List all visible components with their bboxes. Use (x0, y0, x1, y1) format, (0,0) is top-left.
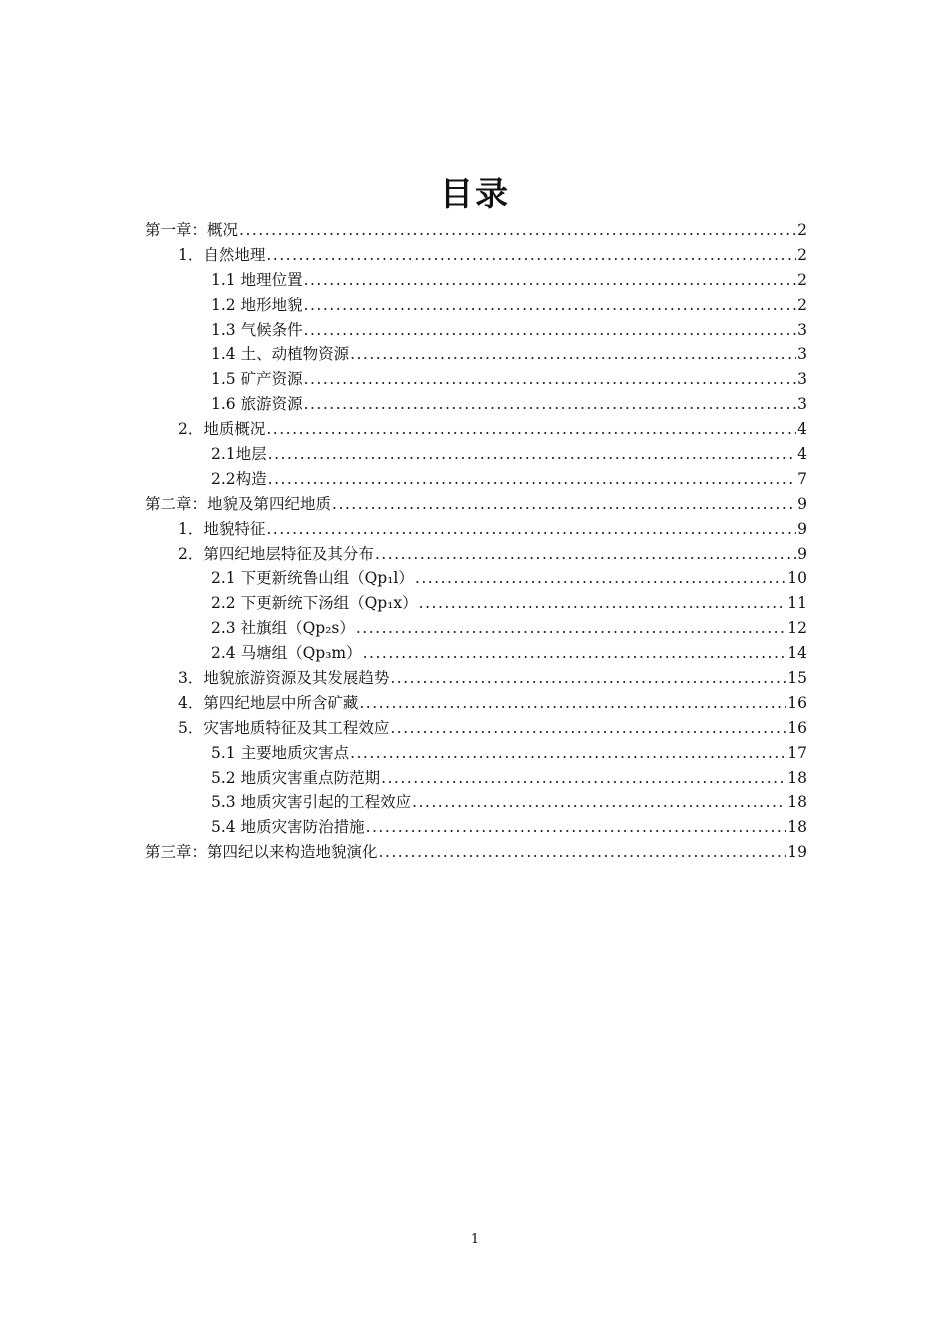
toc-entry[interactable] (145, 815, 807, 840)
toc-leader (375, 545, 796, 563)
toc-leader (266, 420, 796, 438)
toc-entry-label: 1.1 地理位置 (211, 270, 303, 289)
toc-entry-page: 12 (787, 619, 807, 638)
toc-entry-page: 3 (797, 370, 807, 389)
toc-leader (366, 818, 787, 836)
toc-leader (304, 370, 797, 388)
toc-entry[interactable] (145, 790, 807, 815)
toc-leader (412, 793, 786, 811)
toc-leader (304, 296, 797, 314)
toc-entry-label: 5.1 主要地质灾害点 (211, 743, 350, 762)
toc-entry-page: 3 (797, 345, 807, 364)
toc-entry-label: 4．第四纪地层中所含矿藏 (178, 693, 359, 712)
toc-entry-label: 第三章：第四纪以来构造地貌演化 (145, 843, 378, 862)
toc-leader (304, 395, 797, 413)
toc-entry-label: 1．自然地理 (178, 245, 266, 264)
toc-entry-label: 1．地貌特征 (178, 519, 266, 538)
toc-entry-label: 2.2构造 (211, 469, 267, 488)
toc-entry-label: 1.5 矿产资源 (211, 370, 303, 389)
toc-leader (350, 345, 796, 363)
toc-leader (304, 321, 797, 339)
toc-entry-page: 18 (787, 768, 807, 787)
toc-entry-page: 10 (787, 569, 807, 588)
toc-entry[interactable] (145, 342, 807, 367)
toc-entry-page: 2 (797, 295, 807, 314)
toc-leader (268, 470, 796, 488)
toc-entry-label: 5.2 地质灾害重点防范期 (211, 768, 381, 787)
toc-entry-label: 3．地貌旅游资源及其发展趋势 (178, 669, 390, 688)
toc-entry-page: 4 (797, 420, 807, 439)
toc-entry[interactable] (145, 741, 807, 766)
toc-entry-label: 2.1 下更新统鲁山组（Qp₁l） (211, 569, 414, 588)
toc-entry[interactable] (145, 716, 807, 741)
page-title: 目录 (440, 174, 510, 213)
toc-leader (415, 569, 786, 587)
toc-leader (266, 520, 796, 538)
toc-leader (239, 221, 796, 239)
toc-entry[interactable] (145, 367, 807, 392)
toc-entry-label: 第二章：地貌及第四纪地质 (145, 494, 332, 513)
toc-leader (363, 644, 787, 662)
toc-entry[interactable] (145, 492, 807, 517)
toc-entry[interactable] (145, 293, 807, 318)
toc-entry-page: 18 (787, 793, 807, 812)
toc-entry-label: 1.2 地形地貌 (211, 295, 303, 314)
toc-entry[interactable] (145, 766, 807, 791)
page-number-footer: 1 (470, 1232, 480, 1247)
toc-entry-page: 11 (787, 594, 807, 613)
toc-leader (419, 594, 787, 612)
toc-entry-page: 15 (787, 669, 807, 688)
toc-leader (381, 769, 786, 787)
toc-entry-page: 9 (797, 494, 807, 513)
toc-leader (379, 843, 787, 861)
table-of-contents (145, 218, 807, 865)
toc-entry[interactable] (145, 591, 807, 616)
toc-entry-page: 3 (797, 395, 807, 414)
toc-entry[interactable] (145, 268, 807, 293)
toc-entry[interactable] (145, 666, 807, 691)
toc-entry[interactable] (145, 517, 807, 542)
toc-entry-page: 16 (787, 718, 807, 737)
toc-entry-label: 2.4 马塘组（Qp₃m） (211, 644, 362, 663)
toc-entry-label: 第一章：概况 (145, 221, 239, 239)
toc-entry-label: 5．灾害地质特征及其工程效应 (178, 718, 390, 737)
toc-entry-page: 9 (797, 519, 807, 538)
toc-leader (390, 719, 786, 737)
toc-leader (332, 495, 796, 513)
toc-leader (356, 619, 786, 637)
toc-leader (304, 271, 797, 289)
toc-entry[interactable] (145, 616, 807, 641)
toc-leader (390, 669, 786, 687)
toc-entry[interactable] (145, 392, 807, 417)
toc-leader (268, 445, 796, 463)
toc-entry-page: 2 (797, 221, 807, 239)
toc-entry[interactable] (145, 840, 807, 865)
toc-entry[interactable] (145, 691, 807, 716)
toc-leader (359, 694, 786, 712)
toc-leader (266, 246, 796, 264)
toc-entry-label: 2．第四纪地层特征及其分布 (178, 544, 374, 563)
toc-entry-label: 2.3 社旗组（Qp₂s） (211, 619, 355, 638)
toc-entry-label: 1.3 气候条件 (211, 320, 303, 339)
toc-entry-label: 5.3 地质灾害引起的工程效应 (211, 793, 412, 812)
toc-entry[interactable] (145, 467, 807, 492)
toc-entry[interactable] (145, 442, 807, 467)
toc-entry-page: 3 (797, 320, 807, 339)
toc-entry-label: 1.6 旅游资源 (211, 395, 303, 414)
toc-leader (350, 744, 786, 762)
toc-entry-page: 2 (797, 245, 807, 264)
toc-entry-label: 1.4 土、动植物资源 (211, 345, 350, 364)
toc-entry-page: 14 (787, 644, 807, 663)
toc-entry[interactable] (145, 243, 807, 268)
toc-entry-page: 4 (797, 445, 807, 464)
toc-entry-label: 2.1地层 (211, 445, 267, 464)
toc-entry[interactable] (145, 417, 807, 442)
toc-entry-page: 7 (797, 469, 807, 488)
toc-entry[interactable] (145, 566, 807, 591)
toc-entry-page: 18 (787, 818, 807, 837)
toc-entry-page: 17 (787, 743, 807, 762)
toc-entry-page: 16 (787, 693, 807, 712)
toc-entry-label: 2.2 下更新统下汤组（Qp₁x） (211, 594, 418, 613)
toc-entry[interactable] (145, 641, 807, 666)
toc-entry[interactable] (145, 542, 807, 567)
toc-entry[interactable] (145, 318, 807, 343)
toc-entry-label: 5.4 地质灾害防治措施 (211, 818, 365, 837)
toc-entry[interactable] (145, 218, 807, 243)
toc-entry-page: 9 (797, 544, 807, 563)
toc-entry-page: 19 (787, 843, 807, 862)
toc-entry-label: 2．地质概况 (178, 420, 266, 439)
toc-entry-page: 2 (797, 270, 807, 289)
